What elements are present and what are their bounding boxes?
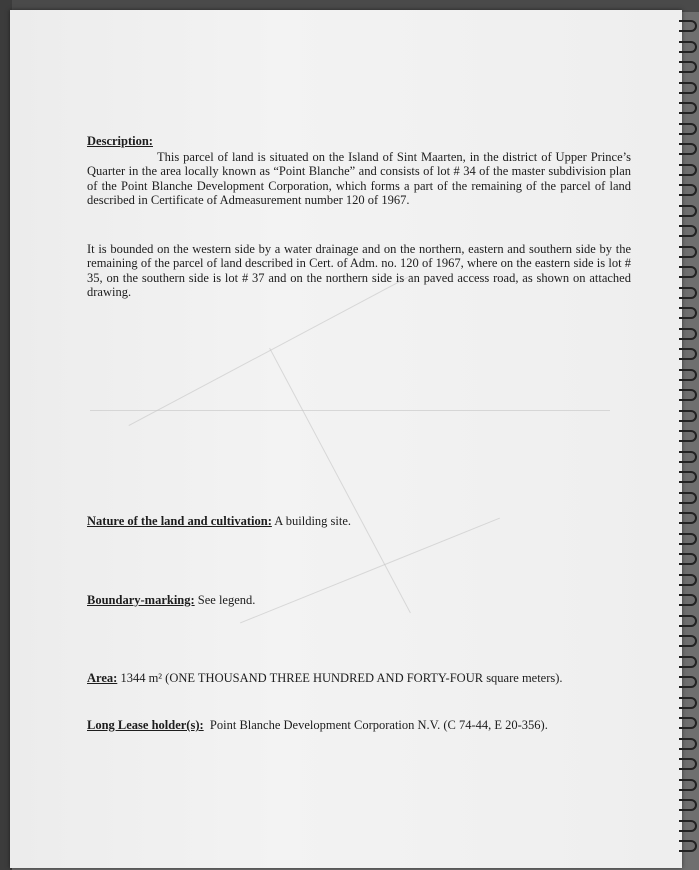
binding-coil [679, 799, 697, 811]
binding-coil [679, 820, 697, 832]
binding-coil [679, 61, 697, 73]
showthrough-line [240, 518, 500, 624]
nature-label: Nature of the land and cultivation: [87, 514, 272, 528]
binding-coil [679, 246, 697, 258]
boundary-line [87, 593, 631, 607]
binding-coil [679, 451, 697, 463]
description-paragraph-1: This parcel of land is situated on the Island of Sint Maarten, in the district of Upper Prince’s Quarter in the area locally known as “Point Blanche” and consists of lot # 34 of the master subdivision plan of the Point Blanche Development Corporation, which forms a part of the remaining of the parcel of land described in Certificate of Admeasurement number 120 of 1967. [87, 150, 631, 208]
nature-value: A building site. [274, 514, 352, 528]
nature-line [87, 514, 631, 528]
binding-coil [679, 758, 697, 770]
showthrough-line [90, 410, 610, 411]
binding-coil [679, 574, 697, 586]
boundary-label: Boundary-marking: [87, 593, 195, 607]
binding-coil [679, 41, 697, 53]
document-page [10, 10, 682, 868]
binding-coil [679, 656, 697, 668]
binding-coil [679, 82, 697, 94]
binding-coil [679, 389, 697, 401]
boundary-value: See legend. [197, 593, 256, 607]
binding-coil [679, 102, 697, 114]
binding-coil [679, 676, 697, 688]
binding-coil [679, 840, 697, 852]
leaseholder-value: Point Blanche Development Corporation N.V. (C 74-44, E 20-356). [209, 718, 548, 732]
binding-coil [679, 225, 697, 237]
spiral-binding [679, 20, 699, 870]
showthrough-line [269, 348, 411, 613]
binding-coil [679, 512, 697, 524]
binding-coil [679, 205, 697, 217]
binding-coil [679, 123, 697, 135]
binding-coil [679, 348, 697, 360]
binding-coil [679, 430, 697, 442]
binding-coil [679, 410, 697, 422]
leaseholder-line [87, 718, 647, 732]
binding-coil [679, 184, 697, 196]
binding-coil [679, 266, 697, 278]
binding-coil [679, 553, 697, 565]
binding-coil [679, 779, 697, 791]
binding-coil [679, 717, 697, 729]
binding-coil [679, 307, 697, 319]
binding-coil [679, 635, 697, 647]
area-line [87, 671, 647, 685]
binding-coil [679, 492, 697, 504]
area-number: 1344 [120, 671, 146, 685]
binding-coil [679, 615, 697, 627]
binding-coil [679, 287, 697, 299]
binding-coil [679, 143, 697, 155]
description-paragraph-2: It is bounded on the western side by a water drainage and on the northern, eastern and southern side by the remaining of the parcel of land described in Cert. of Adm. no. 120 of 1967, where on the eastern side is lot # 35, on the southern side is lot # 37 and on the northern side is an paved access road, as shown on attached drawing. [87, 242, 631, 300]
area-unit: m² [148, 671, 163, 685]
binding-coil [679, 738, 697, 750]
binding-coil [679, 697, 697, 709]
description-heading: Description: [87, 134, 153, 148]
binding-coil [679, 20, 697, 32]
binding-coil [679, 369, 697, 381]
binding-coil [679, 533, 697, 545]
area-label: Area: [87, 671, 118, 685]
leaseholder-label: Long Lease holder(s): [87, 718, 204, 732]
binding-coil [679, 328, 697, 340]
binding-coil [679, 471, 697, 483]
area-text: (ONE THOUSAND THREE HUNDRED AND FORTY-FOUR square meters). [165, 671, 563, 685]
binding-coil [679, 164, 697, 176]
binding-coil [679, 594, 697, 606]
